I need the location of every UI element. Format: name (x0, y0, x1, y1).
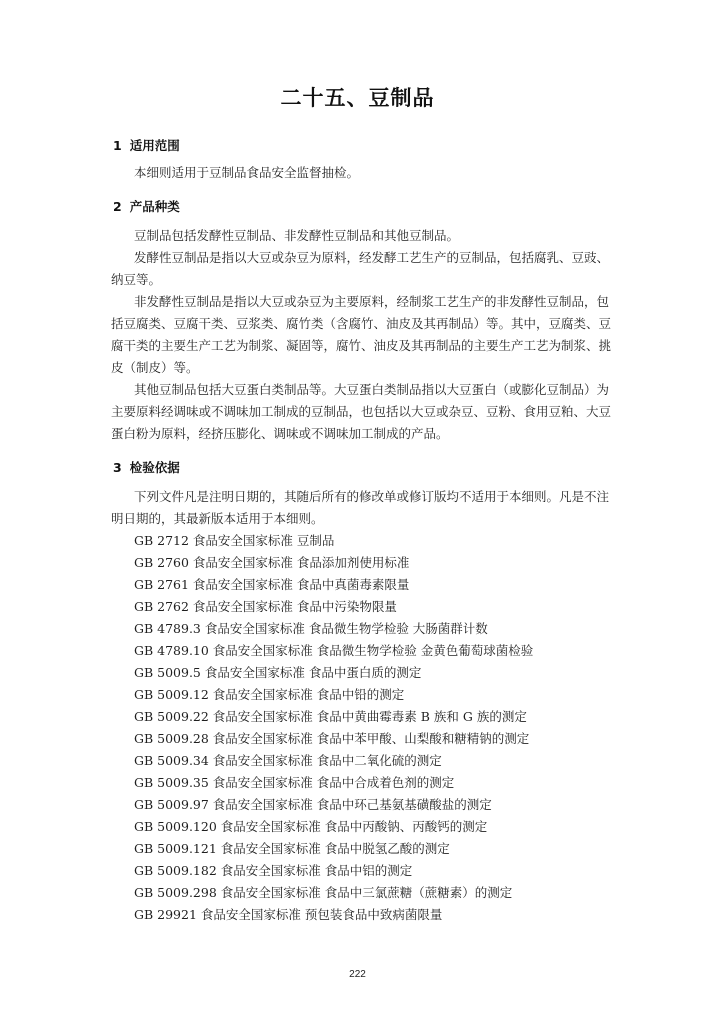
paragraph-line: 纳豆等。 (111, 272, 162, 287)
section-number: 2 (113, 199, 122, 214)
standard-item: GB 5009.298 食品安全国家标准 食品中三氯蔗糖（蔗糖素）的测定 (134, 885, 513, 900)
section-number: 1 (113, 138, 122, 153)
standard-item: GB 5009.22 食品安全国家标准 食品中黄曲霉毒素 B 族和 G 族的测定 (134, 709, 527, 724)
paragraph-line: 下列文件凡是注明日期的，其随后所有的修改单或修订版均不适用于本细则。凡是不注 (134, 489, 610, 504)
standard-item: GB 5009.35 食品安全国家标准 食品中合成着色剂的测定 (134, 775, 455, 790)
standard-item: GB 2761 食品安全国家标准 食品中真菌毒素限量 (134, 577, 410, 592)
standard-item: GB 4789.10 食品安全国家标准 食品微生物学检验 金黄色葡萄球菌检验 (134, 643, 534, 658)
paragraph-line: 非发酵性豆制品是指以大豆或杂豆为主要原料，经制浆工艺生产的非发酵性豆制品，包 (134, 294, 610, 309)
paragraph-line: 主要原料经调味或不调味加工制成的豆制品，也包括以大豆或杂豆、豆粉、食用豆粕、大豆 (111, 404, 612, 419)
section-title: 产品种类 (129, 199, 180, 214)
standard-item: GB 5009.97 食品安全国家标准 食品中环己基氨基磺酸盐的测定 (134, 797, 492, 812)
standard-item: GB 2712 食品安全国家标准 豆制品 (134, 533, 335, 548)
standard-item: GB 5009.182 食品安全国家标准 食品中铝的测定 (134, 863, 413, 878)
page-title: 二十五、豆制品 (280, 86, 435, 110)
paragraph-line: 括豆腐类、豆腐干类、豆浆类、腐竹类（含腐竹、油皮及其再制品）等。其中，豆腐类、豆 (111, 316, 612, 331)
section-number: 3 (113, 460, 122, 475)
standard-item: GB 5009.121 食品安全国家标准 食品中脱氢乙酸的测定 (134, 841, 450, 856)
paragraph-line: 明日期的，其最新版本适用于本细则。 (111, 511, 324, 526)
standard-item: GB 5009.12 食品安全国家标准 食品中铅的测定 (134, 687, 405, 702)
standard-item: GB 29921 食品安全国家标准 预包装食品中致病菌限量 (134, 907, 443, 922)
page-number: 222 (349, 969, 366, 980)
section-title: 适用范围 (129, 138, 180, 153)
paragraph-line: 腐干类的主要生产工艺为制浆、凝固等，腐竹、油皮及其再制品的主要生产工艺为制浆、挑 (111, 338, 612, 353)
paragraph-line: 皮（制皮）等。 (111, 360, 199, 375)
standard-item: GB 2762 食品安全国家标准 食品中污染物限量 (134, 599, 397, 614)
standard-item: GB 2760 食品安全国家标准 食品添加剂使用标准 (134, 555, 410, 570)
paragraph-line: 蛋白粉为原料，经挤压膨化、调味或不调味加工制成的产品。 (111, 426, 449, 441)
paragraph-line: 豆制品包括发酵性豆制品、非发酵性豆制品和其他豆制品。 (134, 228, 460, 243)
section-heading-basis (113, 458, 180, 476)
standard-item: GB 4789.3 食品安全国家标准 食品微生物学检验 大肠菌群计数 (134, 621, 488, 636)
standard-item: GB 5009.5 食品安全国家标准 食品中蛋白质的测定 (134, 665, 422, 680)
paragraph-line: 发酵性豆制品是指以大豆或杂豆为原料，经发酵工艺生产的豆制品，包括腐乳、豆豉、 (134, 250, 610, 265)
section-heading-product-types (113, 197, 180, 215)
section-title: 检验依据 (129, 460, 180, 475)
standard-item: GB 5009.34 食品安全国家标准 食品中二氧化硫的测定 (134, 753, 442, 768)
paragraph-line: 其他豆制品包括大豆蛋白类制品等。大豆蛋白类制品指以大豆蛋白（或膨化豆制品）为 (134, 382, 610, 397)
standard-item: GB 5009.28 食品安全国家标准 食品中苯甲酸、山梨酸和糖精钠的测定 (134, 731, 530, 746)
section-heading-scope (113, 136, 180, 154)
paragraph-line: 本细则适用于豆制品食品安全监督抽检。 (134, 165, 360, 180)
standard-item: GB 5009.120 食品安全国家标准 食品中丙酸钠、丙酸钙的测定 (134, 819, 488, 834)
